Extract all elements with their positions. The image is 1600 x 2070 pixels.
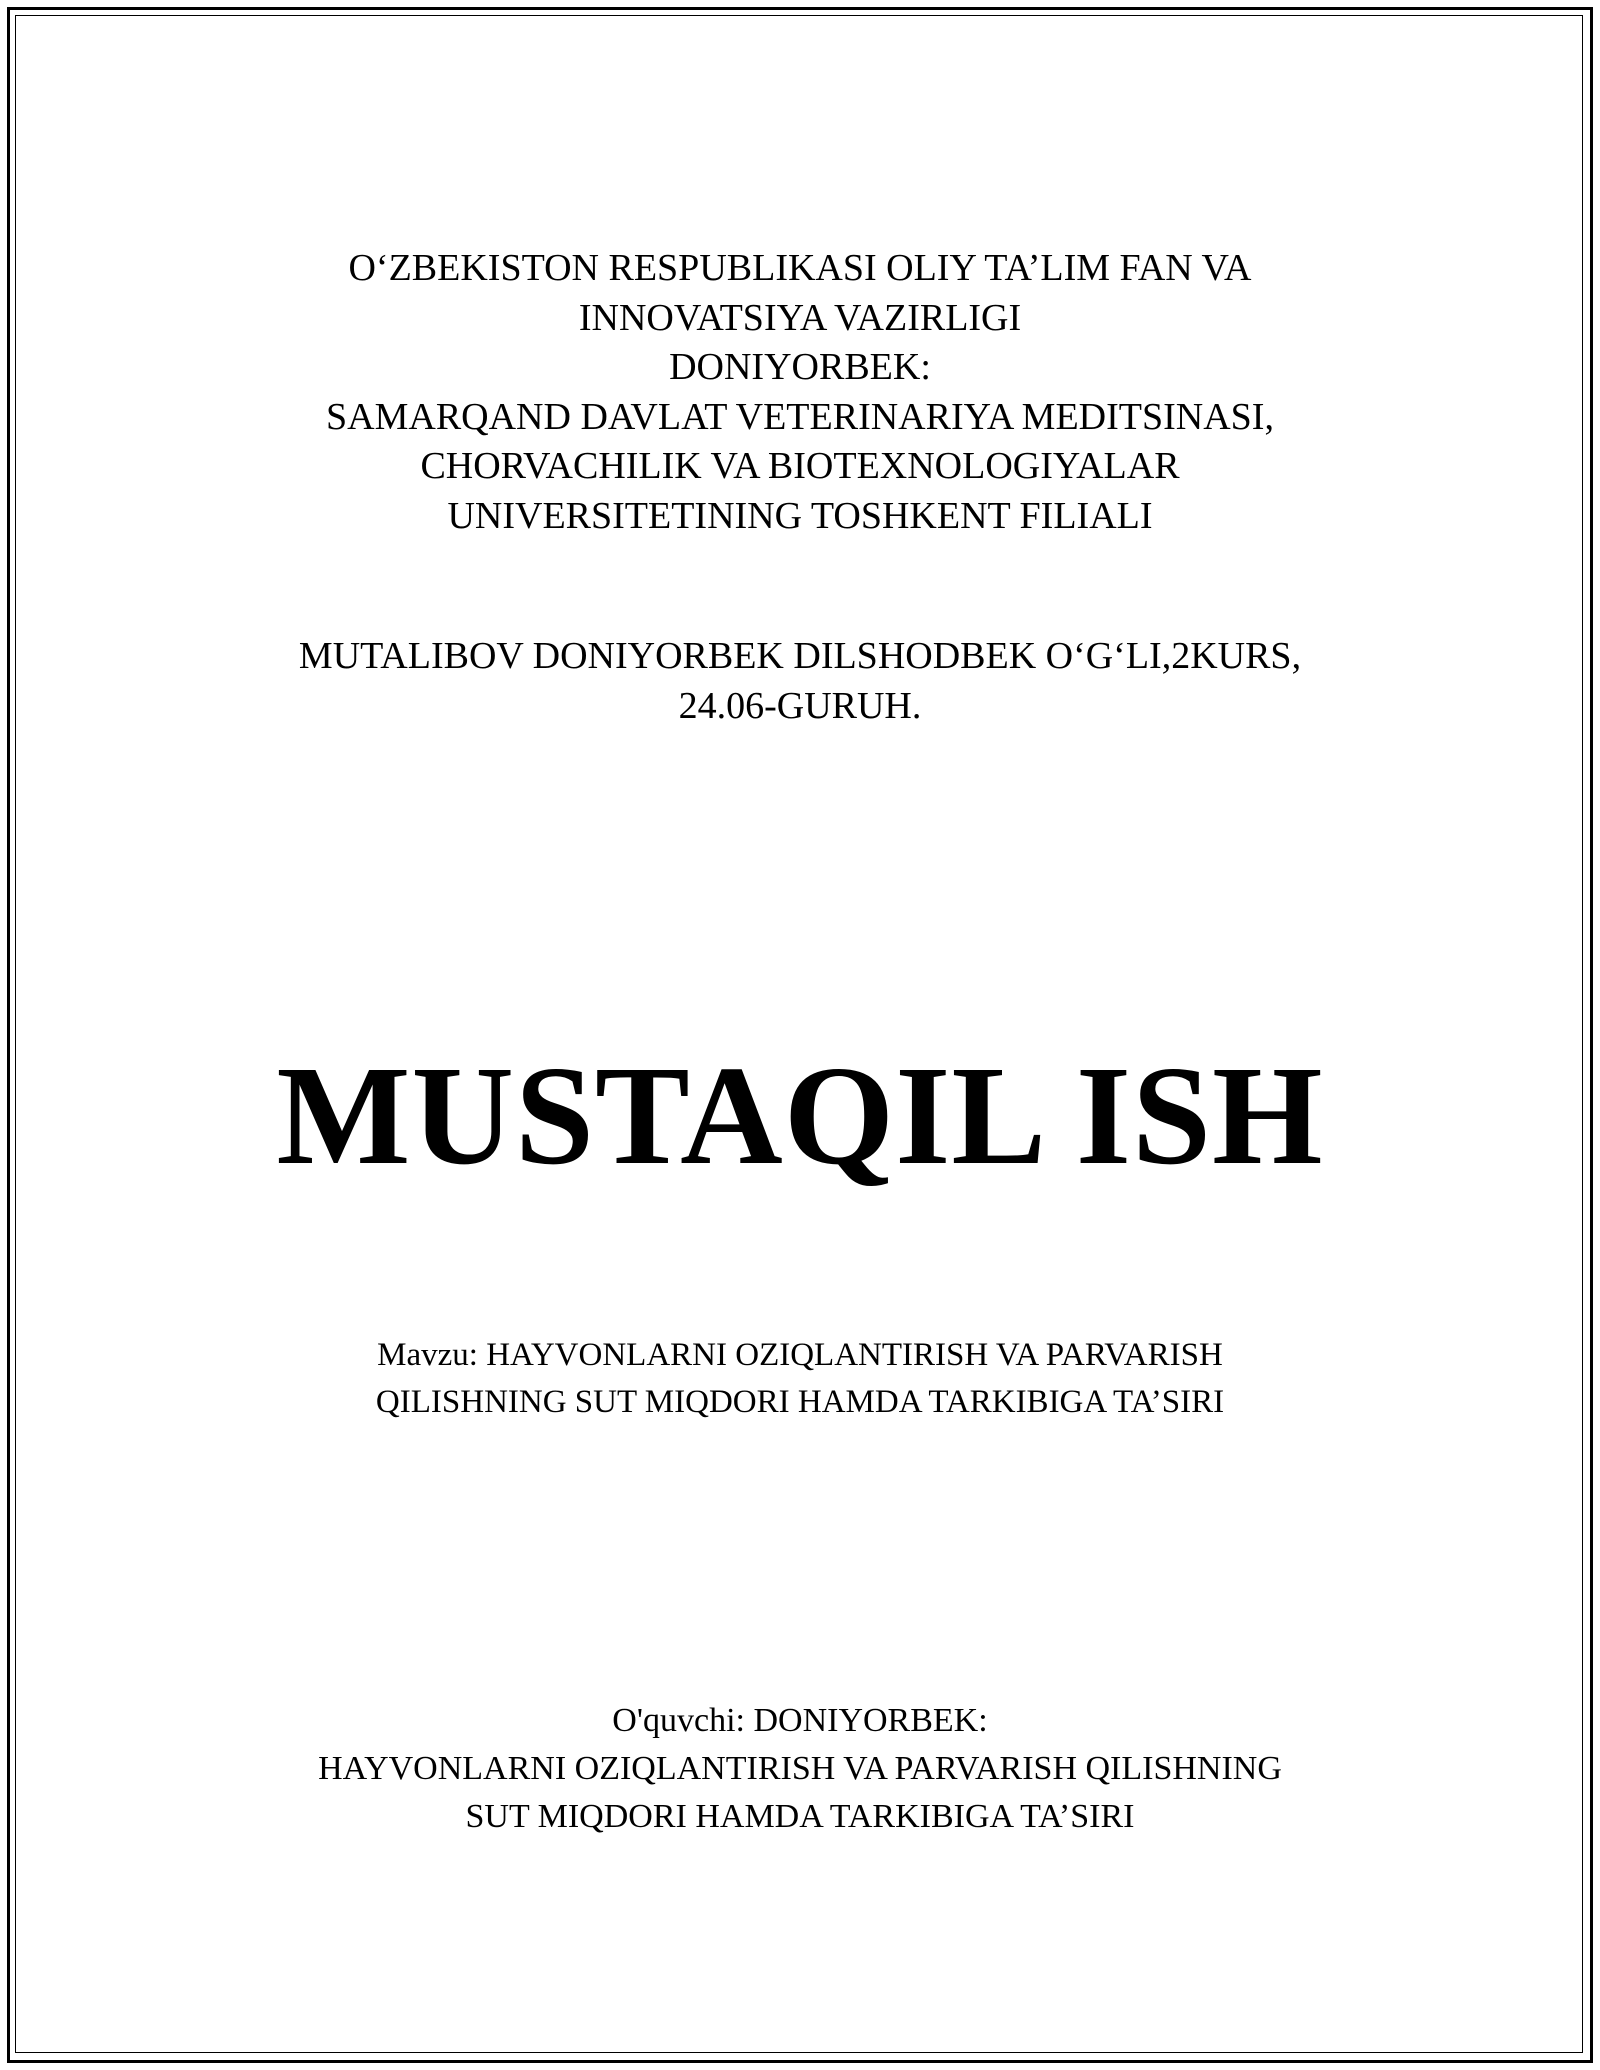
header-line: CHORVACHILIK VA BIOTEXNOLOGIYALAR [420, 445, 1180, 487]
header-line: DONIYORBEK: [669, 346, 931, 388]
header-line: O‘ZBEKISTON RESPUBLIKASI OLIY TA’LIM FAN VA [348, 247, 1252, 289]
header-line: INNOVATSIYA VAZIRLIGI [578, 296, 1022, 339]
header-line: UNIVERSITETINING TOSHKENT FILIALI [447, 494, 1153, 537]
header-line: SAMARQAND DAVLAT VETERINARIYA MEDITSINASI, [326, 395, 1274, 438]
student-info [0, 632, 1600, 731]
author-line: HAYVONLARNI OZIQLANTIRISH VA PARVARISH QILISHNING [318, 1750, 1282, 1787]
document-title: MUSTAQIL ISH [276, 1036, 1324, 1194]
student-line: 24.06-GURUH. [678, 684, 922, 727]
author-line: O'quvchi: DONIYORBEK: [612, 1702, 988, 1739]
author-section [0, 1697, 1600, 1841]
student-line: MUTALIBOV DONIYORBEK DILSHODBEK O‘G‘LI,2KURS, [298, 635, 1302, 677]
author-line: SUT MIQDORI HAMDA TARKIBIGA TA’SIRI [465, 1798, 1135, 1835]
topic-line: Mavzu: HAYVONLARNI OZIQLANTIRISH VA PARVARISH [377, 1337, 1223, 1373]
topic-section [0, 1332, 1600, 1426]
institution-header [0, 244, 1600, 541]
topic-line: QILISHNING SUT MIQDORI HAMDA TARKIBIGA TA’SIRI [375, 1384, 1225, 1420]
